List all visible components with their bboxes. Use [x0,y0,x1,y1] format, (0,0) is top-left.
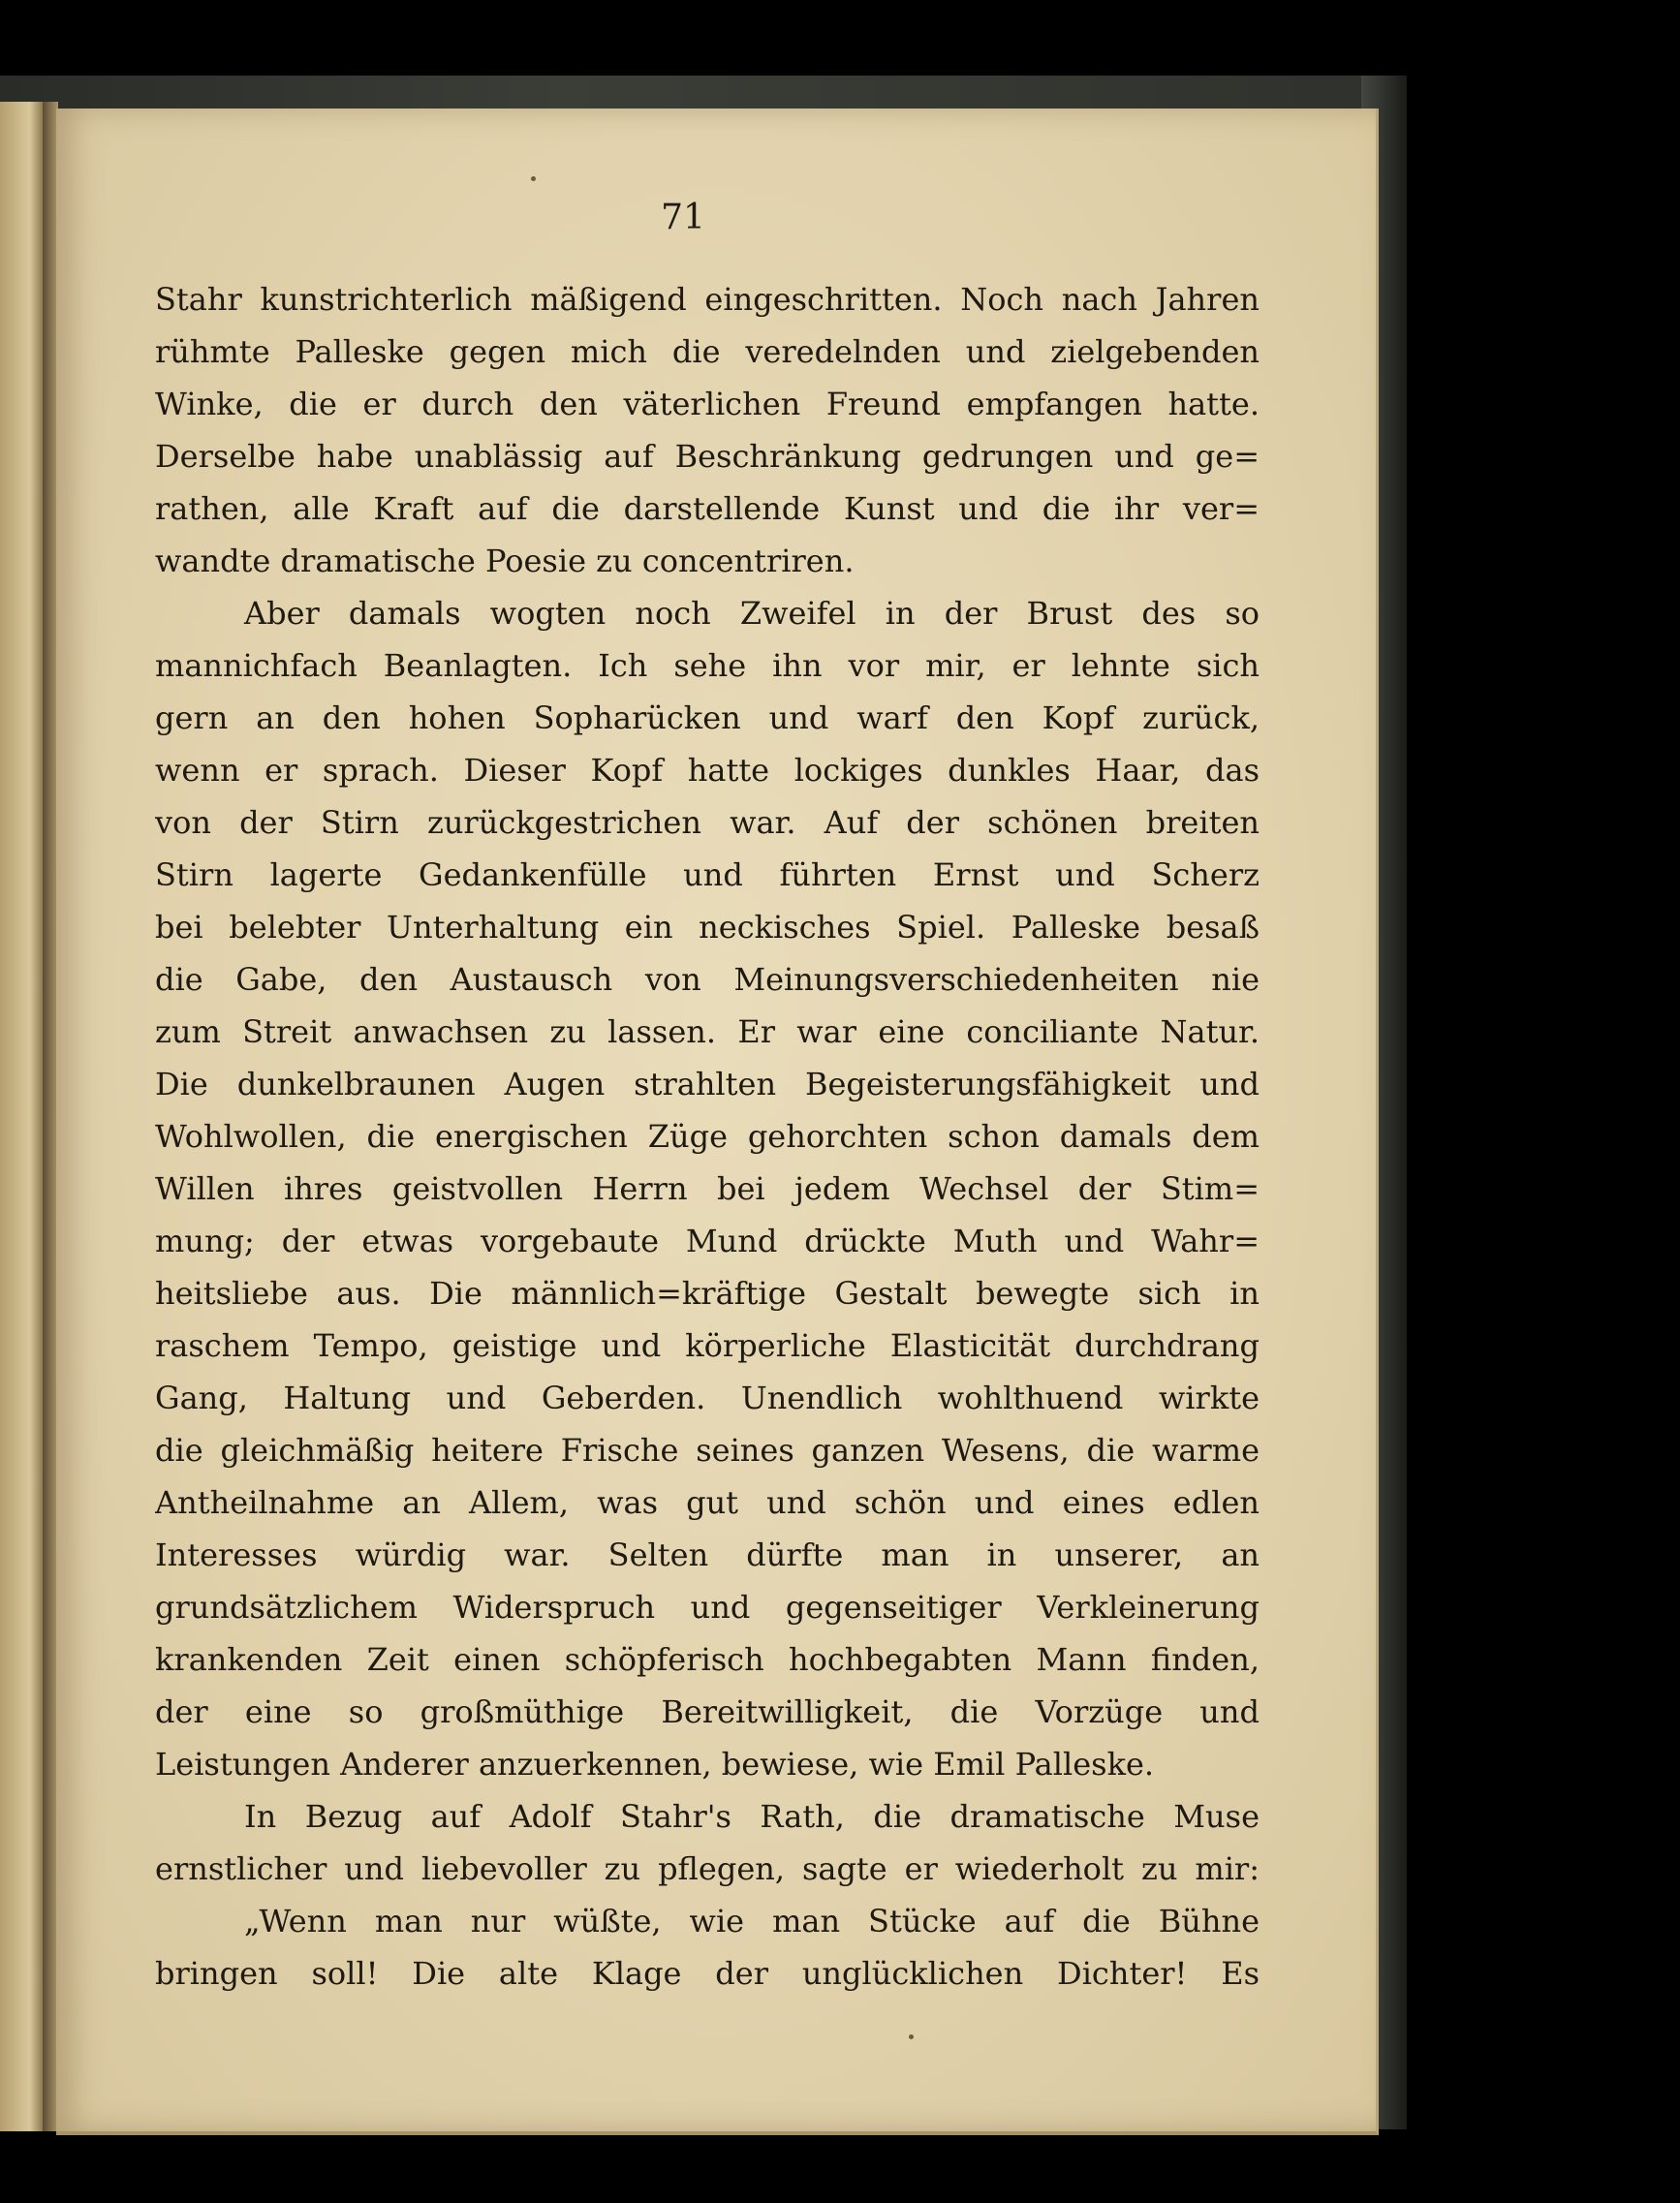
text-line: Die dunkelbraunen Augen strahlten Begeisterungsfähigkeit und [155,1066,1260,1102]
text-line: Stahr kunstrichterlich mäßigend eingeschritten. Noch nach Jahren [155,281,1260,318]
text-line: die gleichmäßig heitere Frische seines ganzen Wesens, die warme [155,1432,1260,1469]
body-text [155,273,1260,2000]
text-line: heitsliebe aus. Die männlich=kräftige Gestalt bewegte sich in [155,1275,1260,1312]
text-line: die Gabe, den Austausch von Meinungsverschiedenheiten nie [155,961,1260,998]
text-line: Wohlwollen, die energischen Züge gehorchten schon damals dem [155,1118,1260,1155]
text-line: krankenden Zeit einen schöpferisch hochbegabten Mann finden, [155,1641,1260,1678]
page-speck [531,176,536,181]
text-line: Derselbe habe unablässig auf Beschränkung gedrungen und ge= [155,438,1260,475]
text-line: bringen soll! Die alte Klage der unglücklichen Dichter! Es [155,1955,1260,1992]
text-line: wandte dramatische Poesie zu concentriren. [155,543,855,579]
text-line: grundsätzlichem Widerspruch und gegenseitiger Verkleinerung [155,1589,1260,1626]
paragraph-start-line: Aber damals wogten noch Zweifel in der Brust des so [244,595,1260,632]
text-line: mung; der etwas vorgebaute Mund drückte Muth und Wahr= [155,1223,1260,1259]
text-line: Interesses würdig war. Selten dürfte man in unserer, an [155,1536,1260,1573]
page-number: 71 [661,198,705,237]
text-line: ernstlicher und liebevoller zu pflegen, sagte er wiederholt zu mir: [155,1850,1260,1887]
book-page [56,109,1379,2135]
text-line: Willen ihres geistvollen Herrn bei jedem Wechsel der Stim= [155,1170,1260,1207]
text-line: bei belebter Unterhaltung ein neckisches Spiel. Palleske besaß [155,909,1260,946]
text-line: gern an den hohen Sopharücken und warf den Kopf zurück, [155,699,1260,736]
text-line: Leistungen Anderer anzuerkennen, bewiese, wie Emil Palleske. [155,1746,1155,1783]
text-line: Stirn lagerte Gedankenfülle und führten Ernst und Scherz [155,856,1260,893]
text-line: zum Streit anwachsen zu lassen. Er war eine conciliante Natur. [155,1013,1260,1050]
text-line: rühmte Palleske gegen mich die veredelnden und zielgebenden [155,333,1260,370]
paragraph-start-line: „Wenn man nur wüßte, wie man Stücke auf die Bühne [244,1903,1260,1939]
text-line: mannichfach Beanlagten. Ich sehe ihn vor mir, er lehnte sich [155,647,1260,684]
text-line: Antheilnahme an Allem, was gut und schön und eines edlen [155,1484,1260,1521]
text-line: von der Stirn zurückgestrichen war. Auf der schönen breiten [155,804,1260,841]
paragraph-start-line: In Bezug auf Adolf Stahr's Rath, die dramatische Muse [244,1798,1260,1835]
text-line: Gang, Haltung und Geberden. Unendlich wohlthuend wirkte [155,1380,1260,1416]
text-line: Winke, die er durch den väterlichen Freund empfangen hatte. [155,386,1260,422]
text-line: raschem Tempo, geistige und körperliche Elasticität durchdrang [155,1327,1260,1364]
text-line: wenn er sprach. Dieser Kopf hatte lockiges dunkles Haar, das [155,752,1260,789]
text-line: rathen, alle Kraft auf die darstellende Kunst und die ihr ver= [155,490,1260,527]
page-speck [909,2034,914,2039]
text-line: der eine so großmüthige Bereitwilligkeit, die Vorzüge und [155,1693,1260,1730]
previous-page-edge [0,102,43,2131]
